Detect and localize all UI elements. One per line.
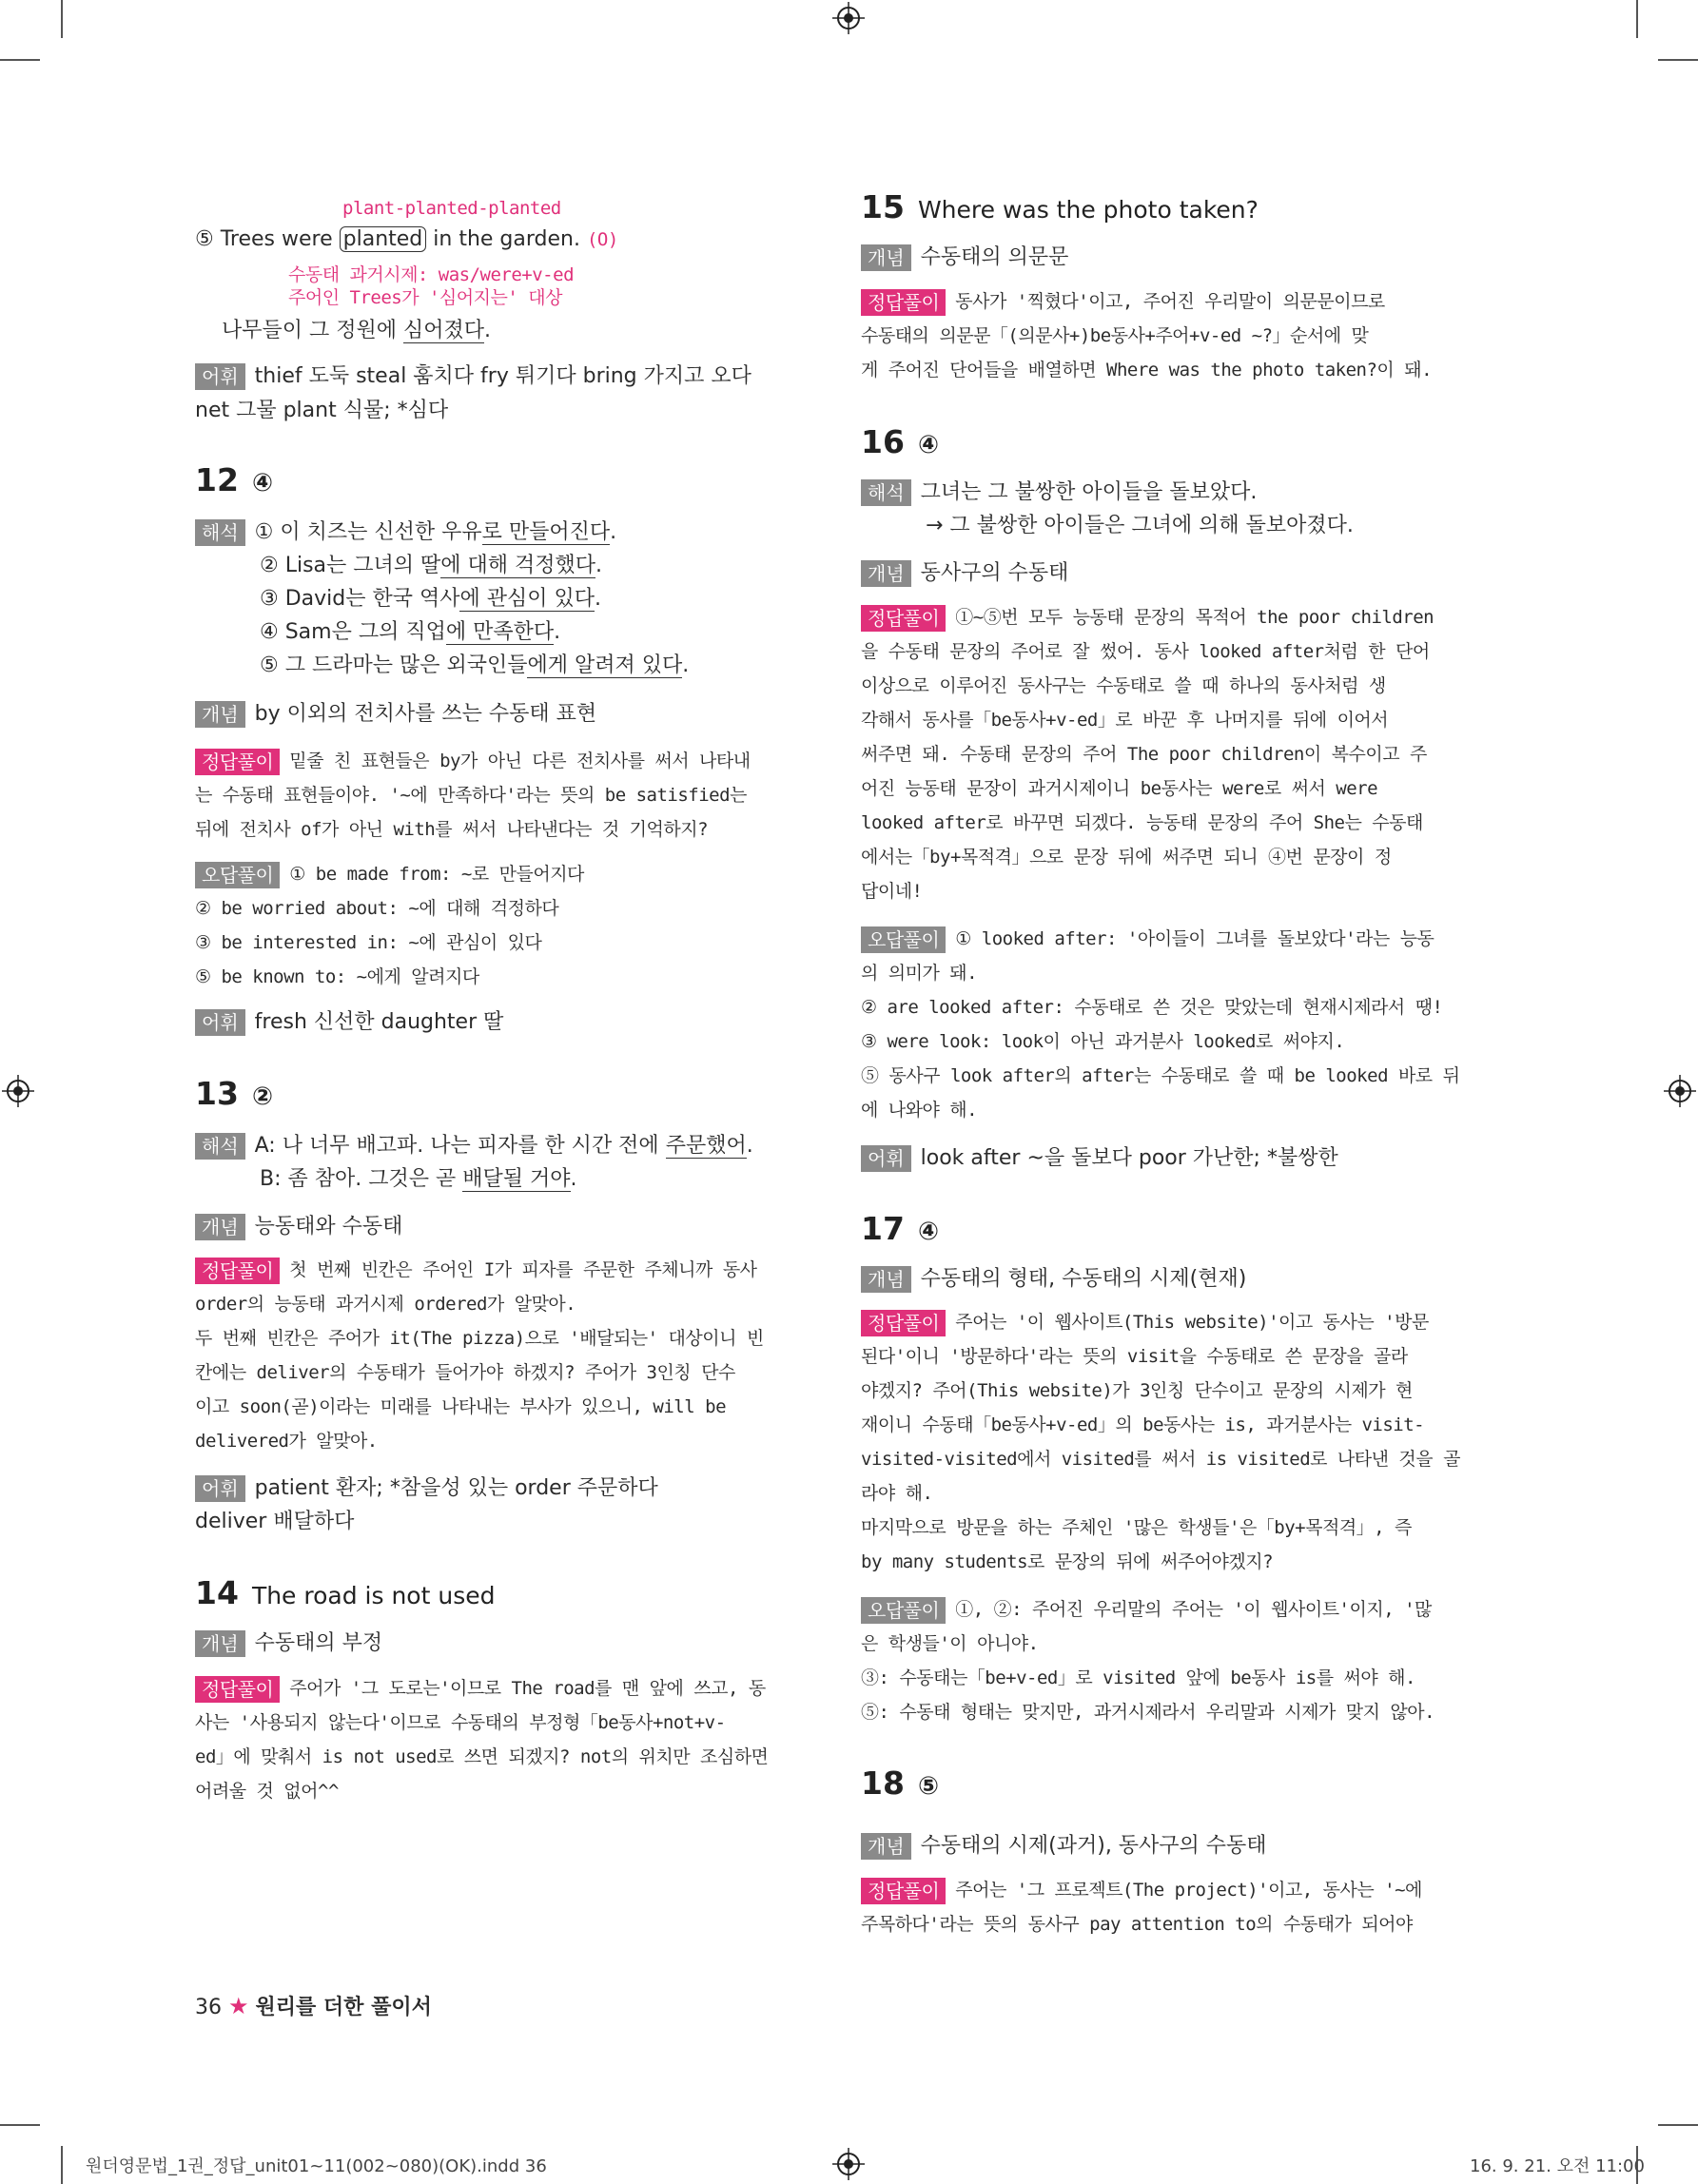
registration-mark-icon [832, 2148, 865, 2180]
q13-concept: 개념 능동태와 수동태 [195, 1213, 804, 1241]
q17-explain-3: 야겠지? 주어(This website)가 3인칭 단수이고 문장의 시제가 현 [861, 1380, 1413, 1401]
q17-wrong-1: 오답풀이 ①, ②: 주어진 우리말의 주어는 '이 웹사이트'이지, '많 [861, 1595, 1470, 1624]
star-icon: ★ [228, 1993, 249, 2019]
q14-concept: 개념 수동태의 부정 [195, 1629, 804, 1658]
q11-note-1: 수동태 과거시제: was/were+v-ed [288, 264, 575, 285]
vocab-tag: 어휘 [861, 1145, 911, 1172]
q17-explain-2: 된다'이니 '방문하다'라는 뜻의 visit을 수동태로 쓴 문장을 골라 [861, 1346, 1408, 1367]
q16-explain-2: 을 수동태 문장의 주어로 잘 썼어. 동사 looked after처럼 한 단어 [861, 641, 1430, 662]
q12-wrong-2: ② be worried about: ~에 대해 걱정하다 [195, 898, 559, 919]
crop-mark [1636, 0, 1638, 38]
q12-vocab: 어휘 fresh 신선한 daughter 딸 [195, 1008, 804, 1037]
q17-explain-1: 정답풀이 주어는 '이 웹사이트(This website)'이고 동사는 '방문 [861, 1308, 1470, 1336]
registration-mark-icon [2, 1075, 34, 1107]
q16-wrong-6: 에 나와야 해. [861, 1100, 978, 1121]
q12-wrong-4: ⑤ be known to: ~에게 알려지다 [195, 966, 479, 987]
circled-word: planted [340, 226, 427, 252]
odap-tag: 오답풀이 [195, 862, 280, 888]
q11-translation: 나무들이 그 정원에 심어졌다. [222, 319, 492, 342]
q11-sentence: ⑤ Trees were planted in the garden. (O) [195, 227, 618, 251]
q16-vocab: 어휘 look after ~을 돌보다 poor 가난한; *불쌍한 [861, 1144, 1470, 1173]
question-17-header: 17 ④ [861, 1210, 939, 1247]
q13-vocab: 어휘 patient 환자; *참을성 있는 order 주문하다 [195, 1474, 804, 1503]
q16-trans-2: → 그 불쌍한 아이들은 그녀에 의해 돌보아졌다. [926, 514, 1354, 537]
registration-mark-icon [832, 2, 865, 34]
vocab-tag: 어휘 [195, 1475, 245, 1502]
question-16-header: 16 ④ [861, 423, 939, 460]
gaenyeom-tag: 개념 [861, 560, 911, 587]
q16-wrong-5: ⑤ 동사구 look after의 after는 수동태로 쓸 때 be looked 바로 뒤 [861, 1065, 1460, 1086]
jeongdap-tag: 정답풀이 [195, 1258, 280, 1284]
jeongdap-tag: 정답풀이 [861, 1310, 946, 1336]
gaenyeom-tag: 개념 [861, 244, 911, 271]
q16-explain-7: looked after로 바꾸면 되겠다. 능동태 문장의 주어 She는 수동태 [861, 812, 1423, 833]
q16-explain-8: 에서는「by+목적격」으로 문장 뒤에 써주면 되니 ④번 문장이 정 [861, 847, 1392, 868]
q13-explain-6: delivered가 알맞아. [195, 1431, 378, 1452]
jeongdap-tag: 정답풀이 [195, 749, 280, 775]
q16-wrong-1: 오답풀이 ① looked after: '아이들이 그녀를 돌보았다'라는 능동 [861, 925, 1470, 953]
question-14-header: 14 The road is not used [195, 1574, 496, 1611]
q13-explain-3: 두 번째 빈칸은 주어가 it(The pizza)으로 '배달되는' 대상이니 빈 [195, 1328, 764, 1349]
q18-concept: 개념 수동태의 시제(과거), 동사구의 수동태 [861, 1832, 1470, 1861]
q14-explain-3: ed」에 맞춰서 is not used로 쓰면 되겠지? not의 위치만 조심하면 [195, 1746, 769, 1767]
q13-explain-1: 정답풀이 첫 번째 빈칸은 주어인 I가 피자를 주문한 주체니까 동사 [195, 1256, 804, 1284]
crop-mark [0, 59, 40, 61]
jeongdap-tag: 정답풀이 [861, 1878, 946, 1904]
book-title: 원리를 더한 풀이서 [255, 1996, 432, 2019]
print-datetime: 16. 9. 21. 오전 11:00 [1470, 2156, 1645, 2176]
vocab-tag: 어휘 [195, 363, 245, 390]
q13-explain-4: 칸에는 deliver의 수동태가 들어가야 하겠지? 주어가 3인칭 단수 [195, 1362, 735, 1383]
plant-forms-note: plant-planted-planted [342, 198, 561, 219]
q17-concept: 개념 수동태의 형태, 수동태의 시제(현재) [861, 1265, 1470, 1294]
q16-wrong-2: 의 의미가 돼. [861, 963, 978, 984]
crop-mark [61, 0, 63, 38]
q17-explain-8: by many students로 문장의 뒤에 써주어야겠지? [861, 1551, 1274, 1572]
odap-tag: 오답풀이 [861, 1597, 946, 1624]
q18-explain-1: 정답풀이 주어는 '그 프로젝트(The project)'이고, 동사는 '~에 [861, 1876, 1470, 1904]
jeongdap-tag: 정답풀이 [861, 605, 946, 632]
haeseok-tag: 해석 [195, 519, 245, 546]
q16-explain-4: 각해서 동사를「be동사+v-ed」로 바꾼 후 나머지를 뒤에 이어서 [861, 710, 1389, 731]
q13-explain-2: order의 능동태 과거시제 ordered가 알맞아. [195, 1294, 576, 1315]
question-13-header: 13 ② [195, 1075, 273, 1112]
q13-trans-a: 해석 A: 나 너무 배고파. 나는 피자를 한 시간 전에 주문했어. [195, 1132, 804, 1160]
gaenyeom-tag: 개념 [195, 701, 245, 728]
q12-trans-3: ③ David는 한국 역사에 관심이 있다. [260, 587, 601, 611]
registration-mark-icon [1664, 1075, 1696, 1107]
question-12-header: 12 ④ [195, 461, 273, 498]
q12-concept: 개념 by 이외의 전치사를 쓰는 수동태 표현 [195, 700, 804, 729]
jeongdap-tag: 정답풀이 [861, 289, 946, 316]
odap-tag: 오답풀이 [861, 926, 946, 953]
q16-explain-1: 정답풀이 ①~⑤번 모두 능동태 문장의 목적어 the poor children [861, 603, 1470, 632]
q13-vocab-2: deliver 배달하다 [195, 1510, 355, 1533]
q17-explain-7: 마지막으로 방문을 하는 주체인 '많은 학생들'은「by+목적격」, 즉 [861, 1517, 1412, 1538]
q15-explain-1: 정답풀이 동사가 '찍혔다'이고, 주어진 우리말이 의문문이므로 [861, 287, 1470, 316]
q17-explain-4: 재이니 수동태「be동사+v-ed」의 be동사는 is, 과거분사는 visit- [861, 1414, 1425, 1435]
q17-explain-5: visited-visited에서 visited를 써서 is visited로 나타낸 것을 골 [861, 1449, 1460, 1470]
q11-vocab-2: net 그물 plant 식물; *심다 [195, 399, 449, 422]
q17-wrong-3: ③: 수동태는「be+v-ed」로 visited 앞에 be동사 is를 써야 해. [861, 1667, 1415, 1688]
page-number: 36 [195, 1996, 222, 2019]
q14-explain-4: 어려울 것 없어^^ [195, 1781, 339, 1802]
correct-mark: (O) [586, 229, 618, 250]
q16-explain-6: 어진 능동태 문장이 과거시제이니 be동사는 were로 써서 were [861, 778, 1378, 799]
q14-explain-2: 사는 '사용되지 않는다'이므로 수동태의 부정형「be동사+not+v- [195, 1712, 726, 1733]
q16-explain-5: 써주면 돼. 수동태 문장의 주어 The poor children이 복수이고 주 [861, 744, 1427, 765]
q15-concept: 개념 수동태의 의문문 [861, 244, 1470, 272]
q12-explain-1: 정답풀이 밑줄 친 표현들은 by가 아닌 다른 전치사를 써서 나타내 [195, 747, 804, 775]
q16-trans-1: 해석 그녀는 그 불쌍한 아이들을 돌보았다. [861, 478, 1470, 507]
jeongdap-tag: 정답풀이 [195, 1676, 280, 1703]
q12-trans-1: 해석 ① 이 치즈는 신선한 우유로 만들어진다. [195, 518, 804, 547]
q15-explain-3: 게 주어진 단어들을 배열하면 Where was the photo taken?이 돼. [861, 360, 1433, 380]
gaenyeom-tag: 개념 [195, 1214, 245, 1240]
haeseok-tag: 해석 [861, 479, 911, 506]
question-15-header: 15 Where was the photo taken? [861, 188, 1259, 225]
q12-wrong-1: 오답풀이 ① be made from: ~로 만들어지다 [195, 860, 804, 888]
q16-explain-3: 이상으로 이루어진 동사구는 수동태로 쓸 때 하나의 동사처럼 생 [861, 675, 1386, 696]
q17-wrong-4: ⑤: 수동태 형태는 맞지만, 과거시제라서 우리말과 시제가 맞지 않아. [861, 1702, 1435, 1723]
q13-explain-5: 이고 soon(곧)이라는 미래를 나타내는 부사가 있으니, will be [195, 1396, 727, 1417]
q18-explain-2: 주목하다'라는 뜻의 동사구 pay attention to의 수동태가 되어야 [861, 1914, 1413, 1935]
q16-concept: 개념 동사구의 수동태 [861, 559, 1470, 588]
vocab-tag: 어휘 [195, 1009, 245, 1036]
gaenyeom-tag: 개념 [861, 1266, 911, 1293]
file-info: 원더영문법_1권_정답_unit01~11(002~080)(OK).indd 36 [86, 2156, 547, 2176]
q12-explain-2: 는 수동태 표현들이야. '~에 만족하다'라는 뜻의 be satisfied는 [195, 785, 747, 806]
q14-explain-1: 정답풀이 주어가 '그 도로는'이므로 The road를 맨 앞에 쓰고, 동 [195, 1674, 804, 1703]
q12-trans-5: ⑤ 그 드라마는 많은 외국인들에게 알려져 있다. [260, 653, 690, 677]
page-footer [195, 1991, 432, 2020]
q11-note-2: 주어인 Trees가 '심어지는' 대상 [288, 287, 562, 308]
q15-explain-2: 수동태의 의문문「(의문사+)be동사+주어+v-ed ~?」순서에 맞 [861, 325, 1369, 346]
q12-trans-4: ④ Sam은 그의 직업에 만족한다. [260, 620, 561, 644]
q11-vocab: 어휘 thief 도둑 steal 훔치다 fry 튀기다 bring 가지고 오다 [195, 362, 804, 391]
crop-mark [61, 2146, 63, 2184]
q16-explain-9: 답이네! [861, 881, 923, 902]
crop-mark [0, 2124, 40, 2126]
q13-trans-b: B: 좀 참아. 그것은 곧 배달될 거야. [260, 1167, 577, 1191]
q17-wrong-2: 은 학생들'이 아니야. [861, 1633, 1039, 1654]
q12-explain-3: 뒤에 전치사 of가 아닌 with를 써서 나타낸다는 것 기억하지? [195, 819, 709, 840]
haeseok-tag: 해석 [195, 1133, 245, 1160]
gaenyeom-tag: 개념 [861, 1833, 911, 1860]
q12-trans-2: ② Lisa는 그녀의 딸에 대해 걱정했다. [260, 554, 603, 577]
q16-wrong-4: ③ were look: look이 아닌 과거분사 looked로 써야지. [861, 1031, 1345, 1052]
q12-wrong-3: ③ be interested in: ~에 관심이 있다 [195, 932, 542, 953]
gaenyeom-tag: 개념 [195, 1630, 245, 1657]
q17-explain-6: 라야 해. [861, 1483, 933, 1504]
crop-mark [1658, 59, 1698, 61]
q16-wrong-3: ② are looked after: 수동태로 쓴 것은 맞았는데 현재시제라서 땡! [861, 997, 1443, 1018]
question-18-header: 18 ⑤ [861, 1765, 939, 1802]
crop-mark [1658, 2124, 1698, 2126]
